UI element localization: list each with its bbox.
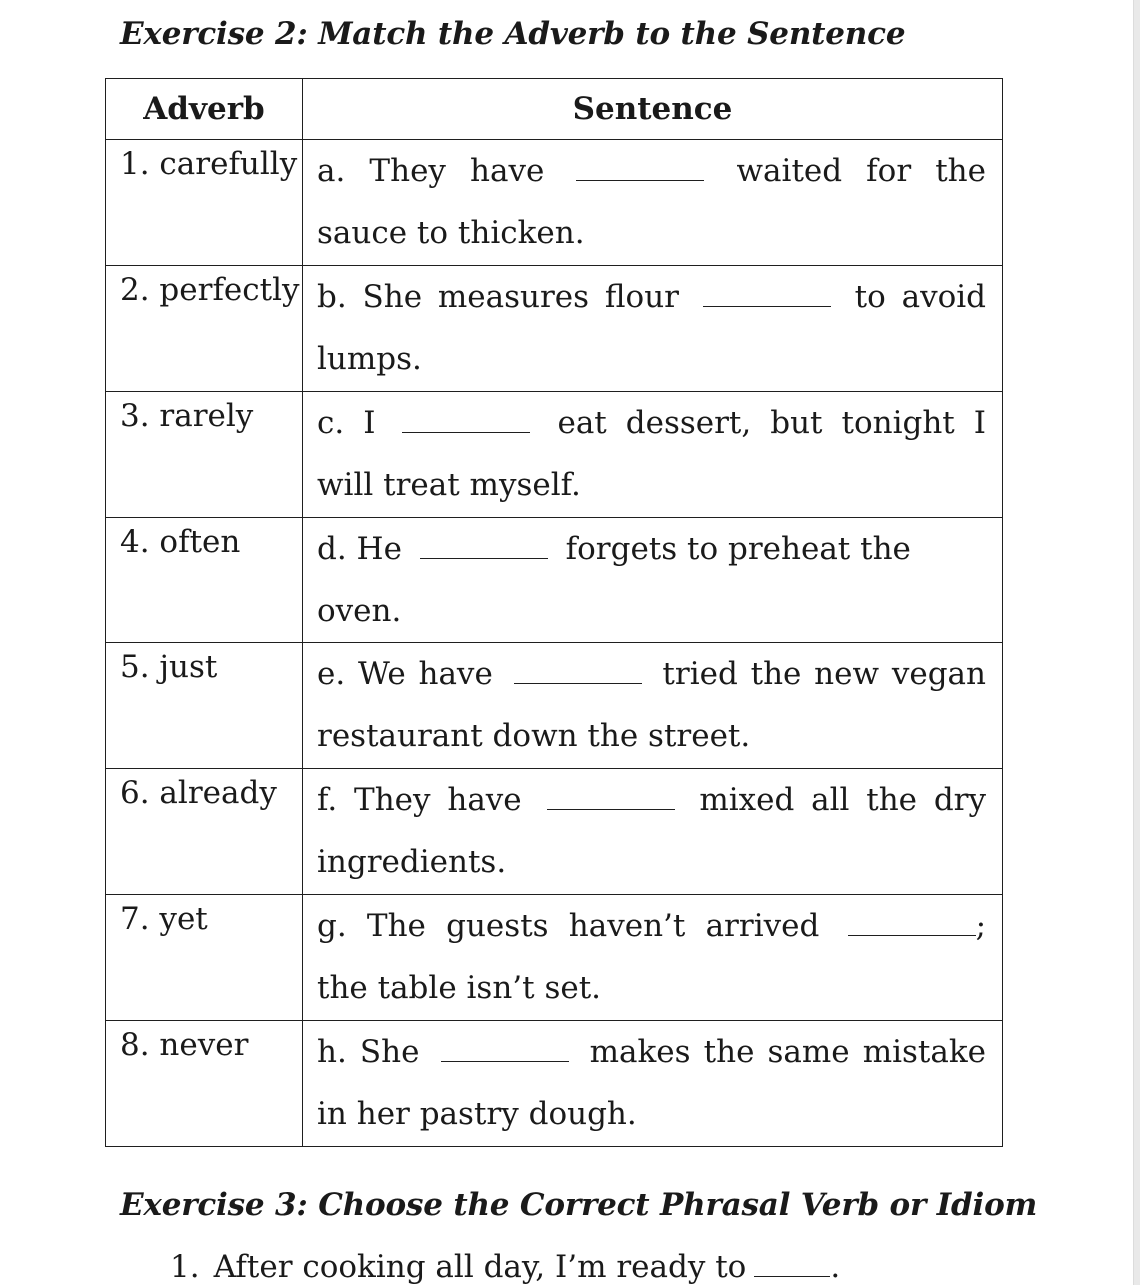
table-row [106, 769, 1003, 895]
adverb-cell: 6. already [106, 769, 303, 895]
sentence-start: a. They have [317, 153, 545, 189]
sentence-cell [303, 518, 1003, 643]
exercise-3-title: Exercise 3: Choose the Correct Phrasal Verb or Idiom [120, 1187, 1038, 1223]
page-edge [1133, 0, 1140, 1285]
answer-blank[interactable] [514, 652, 642, 684]
header-adverb: Adverb [106, 79, 303, 140]
adverb-cell: 4. often [106, 518, 303, 643]
adverb-match-table [105, 78, 1003, 1147]
table-row [106, 266, 1003, 392]
adverb-cell: 7. yet [106, 895, 303, 1021]
sentence-cell [303, 895, 1003, 1021]
sentence-cell [303, 1021, 1003, 1147]
answer-blank[interactable] [402, 401, 530, 433]
table-row [106, 518, 1003, 643]
answer-blank[interactable] [441, 1030, 569, 1062]
answer-blank[interactable] [703, 275, 831, 307]
table-row [106, 643, 1003, 769]
answer-blank[interactable] [848, 904, 976, 936]
sentence-end: waited for the sauce to thicken. [317, 153, 986, 251]
sentence-start: d. He [317, 531, 402, 567]
sentence-end: tried the new vegan restaurant down the street. [317, 656, 986, 754]
sentence-start: f. They have [317, 782, 522, 818]
answer-blank[interactable] [576, 149, 704, 181]
sentence-end: forgets to preheat the oven. [317, 531, 911, 629]
adverb-cell: 2. perfectly [106, 266, 303, 392]
table-row [106, 392, 1003, 518]
table-row [106, 140, 1003, 266]
item-end: . [830, 1249, 841, 1285]
sentence-end: mixed all the dry ingredients. [317, 782, 987, 880]
adverb-cell: 1. carefully [106, 140, 303, 266]
table-row [106, 1021, 1003, 1147]
adverb-cell: 8. never [106, 1021, 303, 1147]
adverb-cell: 5. just [106, 643, 303, 769]
item-number: 1. [170, 1249, 200, 1285]
exercise-2-title: Exercise 2: Match the Adverb to the Sentence [120, 16, 906, 52]
answer-blank[interactable] [754, 1245, 830, 1277]
sentence-start: h. She [317, 1034, 420, 1070]
sentence-cell [303, 266, 1003, 392]
sentence-start: e. We have [317, 656, 493, 692]
sentence-start: g. The guests haven’t arrived [317, 908, 820, 944]
table-row [106, 895, 1003, 1021]
sentence-start: c. I [317, 405, 376, 441]
sentence-end: to avoid lumps. [317, 279, 987, 377]
sentence-end: makes the same mistake in her pastry dough. [317, 1034, 986, 1132]
item-text: After cooking all day, I’m ready to [213, 1249, 747, 1285]
sentence-start: b. She measures flour [317, 279, 679, 315]
sentence-cell [303, 643, 1003, 769]
sentence-cell [303, 140, 1003, 266]
sentence-end: ; the table isn’t set. [317, 908, 987, 1006]
header-sentence: Sentence [303, 79, 1003, 140]
sentence-cell [303, 769, 1003, 895]
table-header-row [106, 79, 1003, 140]
answer-blank[interactable] [547, 778, 675, 810]
sentence-end: eat dessert, but tonight I will treat myself. [317, 405, 986, 503]
exercise-3-item [170, 1245, 840, 1285]
answer-blank[interactable] [420, 527, 548, 559]
sentence-cell [303, 392, 1003, 518]
adverb-cell: 3. rarely [106, 392, 303, 518]
